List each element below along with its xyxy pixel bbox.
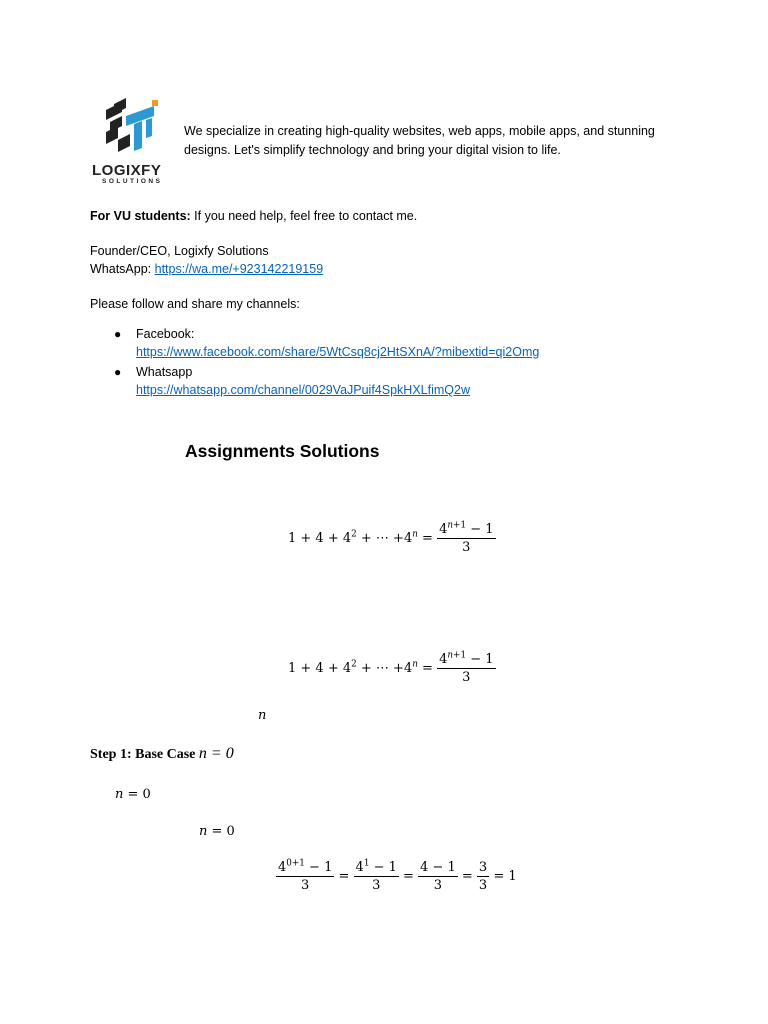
sum-equation: $1 + 4 + 4^2$ + ⋯ $+4^n$ = $\frac{4^{n+1} - 1}{3}$ [288,650,494,685]
channel-list-item [114,325,540,361]
base-case-condition: n = 0 [199,824,235,839]
channel-name: Whatsapp [136,365,193,379]
channel-list-item [114,363,470,399]
whatsapp-link[interactable]: https://wa.me/+923142219159 [154,262,324,276]
facebook-channel-link[interactable]: https://www.facebook.com/share/5WtCsq8cj2HtSXnA/?mibextid=qi2Omg [136,345,540,359]
whatsapp-label: WhatsApp: [90,262,155,276]
page-title: Assignments Solutions [185,441,380,461]
step-1-label: Step 1: Base Case [90,747,196,762]
whatsapp-channel-link[interactable]: https://whatsapp.com/channel/0029VaJPuif4SpkHXLfimQ2w [136,383,470,397]
whatsapp-line [90,260,323,278]
tagline-line-2: designs. Let's simplify technology and bring your digital vision to life. [184,143,561,157]
founder-line: Founder/CEO, Logixfy Solutions [90,244,269,258]
step-1-math: n = 0 [198,745,234,762]
logo-subtext: SOLUTIONS [102,178,163,185]
vu-students-line [90,207,417,225]
fraction: $\frac{4 - 1}{3}$ [420,860,456,893]
fraction: $\frac{4^1 - 1}{3}$ [355,858,397,893]
base-case-condition: n = 0 [115,787,151,802]
base-case-equation: $\frac{4^{0+1} - 1}{3}$ = $\frac{4^1 - 1}{3}$ = $\frac{4 - 1}{3}$ = $\frac{3}{3}$ = 1 [278,858,517,893]
bullet-icon: ● [114,365,122,379]
sum-equation: $1 + 4 + 4^2$ + ⋯ $+4^n$ = $\frac{4^{n+1} - 1}{3}$ [288,520,494,555]
fraction: $\frac{4^{0+1} - 1}{3}$ [278,858,333,893]
logo [92,96,172,185]
fraction: $\frac{4^{n+1} - 1}{3}$ [439,650,494,685]
channel-name: Facebook: [136,327,195,341]
math-variable: n [258,708,267,723]
tagline-line-1: We specialize in creating high-quality websites, web apps, mobile apps, and stunning [184,124,655,138]
bullet-icon: ● [114,327,122,341]
fraction: $\frac{4^{n+1} - 1}{3}$ [439,520,494,555]
step-1-heading [90,745,234,763]
vu-students-label: For VU students: [90,209,191,223]
logo-text: LOGIXFY [92,162,162,179]
vu-students-text: If you need help, feel free to contact me. [190,209,418,223]
logixfy-logo-mark [92,96,172,158]
fraction: $\frac{3}{3}$ [478,860,488,893]
follow-text: Please follow and share my channels: [90,297,300,311]
